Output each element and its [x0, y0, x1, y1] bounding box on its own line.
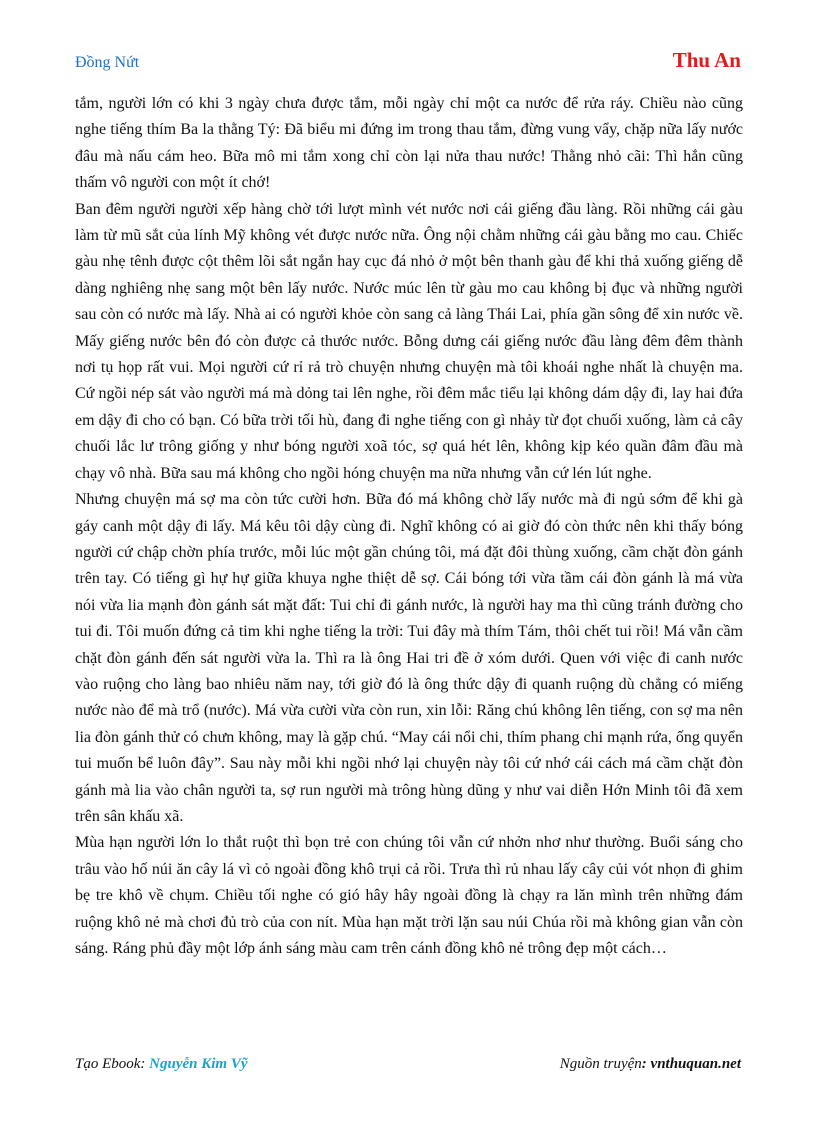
paragraph-2: Ban đêm người người xếp hàng chờ tới lượt mình vét nước nơi cái giếng đầu làng. Rồi những cái gàu làm từ mũ sắt của lính Mỹ không vét được nước nữa. Ông nội chằm những cái gàu bằng mo cau. Chiếc gàu nhẹ tênh được cột thêm lõi sắt ngắn hay cục đá nhỏ ở một bên thanh gàu để khi thả xuống giếng dễ dàng nghiêng nhẹ sang một bên lấy nước. Nước múc lên từ gàu mo cau không bị đục và những người sau còn có nước mà lấy. Nhà ai có người khỏe còn sang cả làng Thái Lai, phía gần sông để xin nước về. Mấy giếng nước bên đó còn được cả thước nước. Bỗng dưng cái giếng nước đầu làng đêm đêm thành nơi tụ họp rất vui. Mọi người cứ rỉ rả trò chuyện nhưng chuyện mà tôi khoái nghe nhất là chuyện ma. Cứ ngồi nép sát vào người má mà dỏng tai lên nghe, rồi đêm mắc tiểu lại không dám dậy đi, lay hai đứa em dậy đi cho có bạn. Có bữa trời tối hù, đang đi nghe tiếng con gì nhảy từ đọt chuối xuống, làm cả cây chuối lắc lư trông giống y như bóng người xoã tóc, sợ quá hét lên, không kịp kéo quần đâm đầu mà chạy vô nhà. Bữa sau má không cho ngồi hóng chuyện ma nữa nhưng vẫn cứ lén lút nghe. — [75, 200, 743, 482]
ebook-credit — [75, 1056, 248, 1073]
source-separator: : — [641, 1056, 651, 1072]
author-name-header: Thu An — [672, 48, 741, 72]
body-text — [75, 91, 743, 962]
source-label: Nguồn truyện — [559, 1056, 642, 1072]
ebook-label: Tạo Ebook — [75, 1056, 141, 1072]
book-title: Đồng Nứt — [75, 54, 140, 71]
page-footer — [75, 1056, 741, 1078]
ebook-author: Nguyễn Kim Vỹ — [149, 1056, 248, 1072]
paragraph-3: Nhưng chuyện má sợ ma còn tức cười hơn. Bữa đó má không chờ lấy nước mà đi ngủ sớm để khi gà gáy canh một dậy đi lấy. Má kêu tôi dậy cùng đi. Nghĩ không có ai giờ đó còn thức nên khi thấy bóng người cứ chập chờn phía trước, mỗi lúc một gần chúng tôi, má đặt đôi thùng xuống, cầm chặt đòn gánh trên tay. Có tiếng gì hự hự giữa khuya nghe thiệt dễ sợ. Cái bóng tới vừa tầm cái đòn gánh là má vừa nói vừa lia mạnh đòn gánh sát mặt đất: Tui chỉ đi gánh nước, là người hay ma thì cũng tránh đường cho tui đi. Tôi muốn đứng cả tim khi nghe tiếng la trời: Tui đây mà thím Tám, thôi chết tui rồi! Má vẫn cầm chặt đòn gánh đến sát người vừa la. Thì ra là ông Hai tri đề ở xóm dưới. Quen với việc đi canh nước vào ruộng cho làng bao nhiêu năm nay, tới giờ đó là ông thức dậy đi quanh ruộng dù chẳng có miếng nước nào để mà trổ (nước). Má vừa cười vừa còn run, xin lỗi: Răng chú không lên tiếng, con sợ ma nên lia đòn gánh thử có chưn không, may là gặp chú. “May cái nổi chi, thím phang chi mạnh rứa, ống quyển tui muốn bể luôn đây”. Sau này mỗi khi ngồi nhớ lại chuyện này tôi cứ nhớ cái cách má cầm chặt đòn gánh mà lia vào chân người ta, sợ run người mà trông hùng dũng y như vai diễn Hớn Minh tôi đã xem trên sân khấu xã. — [75, 491, 743, 825]
source-site: vnthuquan.net — [650, 1056, 741, 1072]
source-credit — [560, 1056, 741, 1073]
paragraph-4: Mùa hạn người lớn lo thắt ruột thì bọn trẻ con chúng tôi vẫn cứ nhởn nhơ như thường. Buổi sáng cho trâu vào hố núi ăn cây lá vì cỏ ngoài đồng khô trụi cả rồi. Trưa thì rủ nhau lấy cây củi vót nhọn đi ghim bẹ tre khô về chụm. Chiều tối nghe có gió hây hây ngoài đồng là chạy ra lăn mình trên những đám ruộng khô nẻ mà chơi đủ trò của con nít. Mùa hạn mặt trời lặn sau núi Chúa rồi mà không gian vẫn còn sáng. Ráng phủ đầy một lớp ánh sáng màu cam trên cánh đồng khô nẻ trông đẹp một cách… — [75, 834, 743, 957]
ebook-separator: : — [140, 1056, 150, 1072]
page-header — [75, 48, 741, 78]
paragraph-1: tắm, người lớn có khi 3 ngày chưa được tắm, mỗi ngày chỉ một ca nước để rửa ráy. Chiều nào cũng nghe tiếng thím Ba la thằng Tý: Đã biểu mi đứng im trong thau tắm, đừng vung vẩy, chặp nữa lấy nước đâu mà nấu cám heo. Bữa mô mi tắm xong chỉ còn lại nửa thau nước! Thằng nhỏ cãi: Thì hắn cũng thấm vô người con một ít chớ! — [75, 95, 743, 192]
